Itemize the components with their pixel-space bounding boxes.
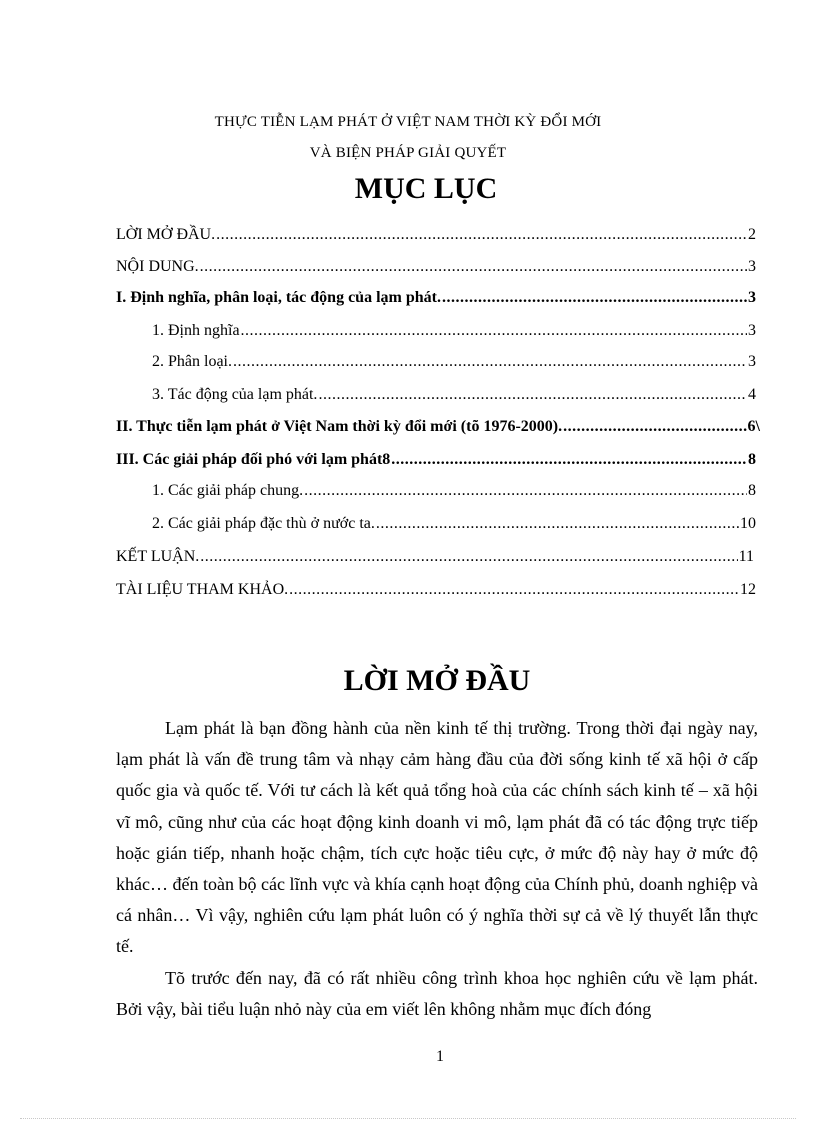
toc-entry[interactable] bbox=[116, 258, 756, 280]
toc-leader-dots bbox=[391, 451, 747, 469]
toc-leader-dots bbox=[200, 548, 737, 566]
toc-entry-page: 3 bbox=[748, 322, 756, 339]
toc-entry-label: 1. Định nghĩa bbox=[152, 322, 240, 339]
paragraph: Tõ trước đến nay, đã có rất nhiều công trình khoa học nghiên cứu về lạm phát. Bởi vậy, bài tiểu luận nhỏ này của em viết lên không nhằm mục đích đóng bbox=[116, 967, 758, 1019]
toc-entry[interactable] bbox=[152, 386, 756, 408]
toc-entry[interactable] bbox=[152, 515, 756, 537]
toc-entry-page: 8 bbox=[748, 451, 756, 468]
toc-entry-label: 2. Các giải pháp đặc thù ở nước ta. bbox=[152, 515, 375, 532]
toc-leader-dots bbox=[233, 353, 747, 371]
toc-entry-label: KẾT LUẬN. bbox=[116, 548, 200, 565]
toc-entry-label: 3. Tác động của lạm phát. bbox=[152, 386, 318, 403]
page-break-divider bbox=[20, 1118, 796, 1119]
toc-entry[interactable] bbox=[116, 548, 754, 570]
toc-entry-label: I. Định nghĩa, phân loại, tác động của lạm phát. bbox=[116, 289, 441, 306]
toc-leader-dots bbox=[289, 581, 739, 599]
toc-leader-dots bbox=[216, 226, 747, 244]
toc-leader-dots bbox=[304, 482, 747, 500]
toc-heading: MỤC LỤC bbox=[354, 172, 498, 205]
toc-entry[interactable] bbox=[116, 418, 760, 440]
paragraph: Lạm phát là bạn đồng hành của nền kinh tế thị trường. Trong thời đại ngày nay, lạm phát là vấn đề trung tâm và nhạy cảm hàng đầu của đời sống kinh tế xã hội ở cấp quốc gia và quốc tế. Với tư cách là kết quả tổng hoà của các chính sách kinh tế – xã hội vĩ mô, cũng như của các hoạt động kinh doanh vi mô, lạm phát đã có tác động trực tiếp hoặc gián tiếp, nhanh hoặc chậm, tích cực hoặc tiêu cực, ở mức độ này hay ở mức độ khác… đến toàn bộ các lĩnh vực và khía cạnh hoạt động của Chính phủ, doanh nghiệp và cá nhân… Vì vậy, nghiên cứu lạm phát luôn có ý nghĩa thời sự cả về lý thuyết lẫn thực tế. bbox=[116, 718, 758, 957]
toc-entry[interactable] bbox=[152, 322, 756, 344]
toc-entry-label: TÀI LIỆU THAM KHẢO. bbox=[116, 581, 289, 598]
toc-entry-page: 3 bbox=[748, 258, 756, 275]
document-title-line-2: VÀ BIỆN PHÁP GIẢI QUYẾT bbox=[309, 145, 507, 161]
toc-entry-page: 6\ bbox=[747, 418, 760, 435]
toc-entry-label: III. Các giải pháp đối phó với lạm phát8 bbox=[116, 451, 391, 468]
toc-entry[interactable] bbox=[152, 353, 756, 375]
toc-entry[interactable] bbox=[116, 289, 756, 311]
document-title-line-1: THỰC TIỄN LẠM PHÁT Ở VIỆT NAM THỜI KỲ ĐỔI MỚI bbox=[214, 114, 602, 130]
toc-entry-page: 3 bbox=[748, 353, 756, 370]
body-text bbox=[116, 713, 758, 1025]
toc-entry[interactable] bbox=[116, 451, 756, 473]
toc-entry-page: 8 bbox=[748, 482, 756, 499]
toc-entry[interactable] bbox=[152, 482, 756, 504]
toc-entry-label: LỜI MỞ ĐẦU. bbox=[116, 226, 216, 243]
toc-entry-label: II. Thực tiễn lạm phát ở Việt Nam thời kỳ đổi mới (tõ 1976-2000). bbox=[116, 418, 563, 435]
toc-entry-page: 3 bbox=[748, 289, 756, 306]
page-number: 1 bbox=[436, 1048, 444, 1065]
toc-entry-page: 11 bbox=[738, 548, 754, 565]
toc-leader-dots bbox=[376, 515, 739, 533]
toc-entry-page: 10 bbox=[740, 515, 756, 532]
toc-leader-dots bbox=[318, 386, 747, 404]
toc-leader-dots bbox=[200, 258, 747, 276]
toc-entry[interactable] bbox=[116, 226, 756, 248]
toc-entry-page: 12 bbox=[740, 581, 756, 598]
toc-entry-label: NỘI DUNG. bbox=[116, 258, 199, 275]
toc-leader-dots bbox=[563, 418, 746, 436]
section-heading: LỜI MỞ ĐẦU bbox=[343, 664, 531, 697]
toc-leader-dots bbox=[241, 322, 747, 340]
toc-entry[interactable] bbox=[116, 581, 756, 603]
toc-entry-page: 4 bbox=[748, 386, 756, 403]
toc-entry-label: 1. Các giải pháp chung. bbox=[152, 482, 304, 499]
toc-leader-dots bbox=[442, 289, 747, 307]
toc-entry-label: 2. Phân loại. bbox=[152, 353, 232, 370]
toc-entry-page: 2 bbox=[748, 226, 756, 243]
